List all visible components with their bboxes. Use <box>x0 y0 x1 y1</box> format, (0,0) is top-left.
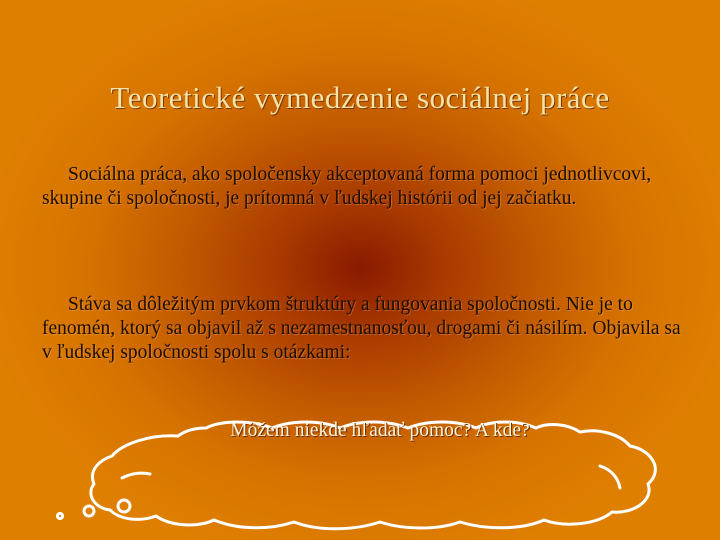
paragraph-1-text: Sociálna práca, ako spoločensky akceptovaná forma pomoci jednotlivcovi, skupine či spoločnosti, je prítomná v ľudskej histórii od jej začiatku. <box>42 164 652 209</box>
paragraph-2-text: Stáva sa dôležitým prvkom štruktúry a fungovania spoločnosti. Nie je to fenomén, ktorý sa objavil až s nezamestnanosťou, drogami či násilím. Objavila sa v ľudskej spoločnosti spolu s otázkami: <box>42 294 681 363</box>
question-text: Môžem niekde hľadať pomoc? A kde? <box>230 420 530 441</box>
thought-dot-medium <box>84 506 94 516</box>
thought-dot-small <box>57 513 62 518</box>
slide-title: Teoretické vymedzenie sociálnej práce <box>110 80 610 115</box>
thought-dot-large <box>118 500 130 512</box>
